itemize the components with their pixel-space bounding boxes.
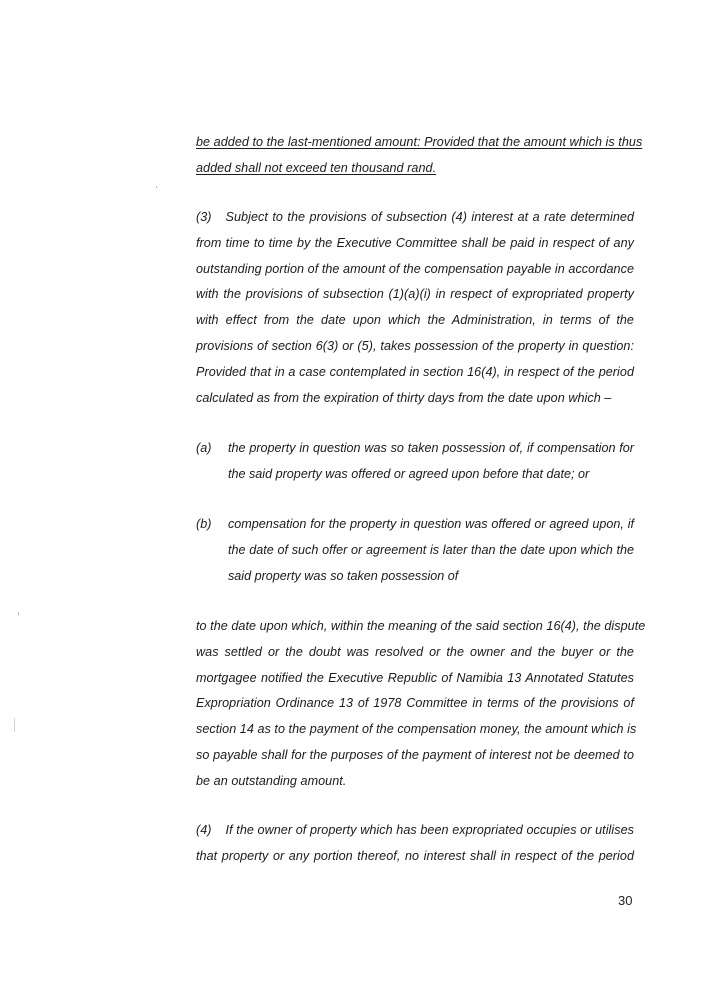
subsection-3-line: calculated as from the expiration of thirty days from the date upon which – xyxy=(196,390,612,405)
continuation-line: be added to the last-mentioned amount: Provided that the amount which is thus xyxy=(196,135,643,149)
subsection-4-line: If the owner of property which has been expropriated occupies or utilises xyxy=(225,823,634,837)
closing-paragraph-line: Expropriation Ordinance 13 of 1978 Committee in terms of the provisions of xyxy=(196,696,634,711)
scan-speck xyxy=(14,718,15,732)
continuation-line: added shall not exceed ten thousand rand. xyxy=(196,160,437,175)
subsection-4-marker: (4) xyxy=(196,823,212,837)
closing-paragraph-line: mortgagee notified the Executive Republic of Namibia 13 Annotated Statutes xyxy=(196,670,634,685)
scan-speck xyxy=(18,612,19,615)
list-item-b-marker: (b) xyxy=(196,517,212,531)
subsection-3-line: Provided that in a case contemplated in section 16(4), in respect of the period xyxy=(196,364,634,379)
closing-paragraph-line: section 14 as to the payment of the compensation money, the amount which is xyxy=(196,722,637,737)
list-item-b-line: compensation for the property in question was offered or agreed upon, if xyxy=(228,517,634,531)
continuation-paragraph xyxy=(196,130,643,182)
subsection-3-paragraph xyxy=(196,205,634,411)
list-item-a-line: the property in question was so taken possession of, if compensation for xyxy=(228,441,634,455)
closing-paragraph-line: so payable shall for the purposes of the payment of interest not be deemed to xyxy=(196,747,634,762)
subsection-3-line: from time to time by the Executive Committee shall be paid in respect of any xyxy=(196,235,634,250)
closing-paragraph-line: be an outstanding amount. xyxy=(196,773,347,788)
list-item-a-marker: (a) xyxy=(196,441,212,455)
closing-paragraph-line: was settled or the doubt was resolved or the owner and the buyer or the xyxy=(196,644,634,659)
closing-paragraph-line: to the date upon which, within the meaning of the said section 16(4), the dispute xyxy=(196,619,646,633)
page-number: 30 xyxy=(618,893,633,908)
subsection-3-line: provisions of section 6(3) or (5), takes possession of the property in question: xyxy=(196,338,634,353)
subsection-3-marker: (3) xyxy=(196,210,212,224)
subsection-3-line: outstanding portion of the amount of the compensation payable in accordance xyxy=(196,261,634,276)
subsection-3-line: with the provisions of subsection (1)(a)(i) in respect of expropriated property xyxy=(196,287,634,302)
subsection-3-line: with effect from the date upon which the Administration, in terms of the xyxy=(196,313,634,328)
list-item-b-line: the date of such offer or agreement is later than the date upon which the xyxy=(228,542,634,557)
scan-speck xyxy=(156,186,157,188)
list-item-a-line: the said property was offered or agreed upon before that date; or xyxy=(228,466,590,481)
subsection-4-paragraph xyxy=(196,818,634,870)
closing-paragraph xyxy=(196,614,646,795)
subsection-4-line: that property or any portion thereof, no interest shall in respect of the period xyxy=(196,848,634,863)
list-item-b-line: said property was so taken possession of xyxy=(228,568,459,583)
subsection-3-line: Subject to the provisions of subsection (4) interest at a rate determined xyxy=(225,210,634,224)
